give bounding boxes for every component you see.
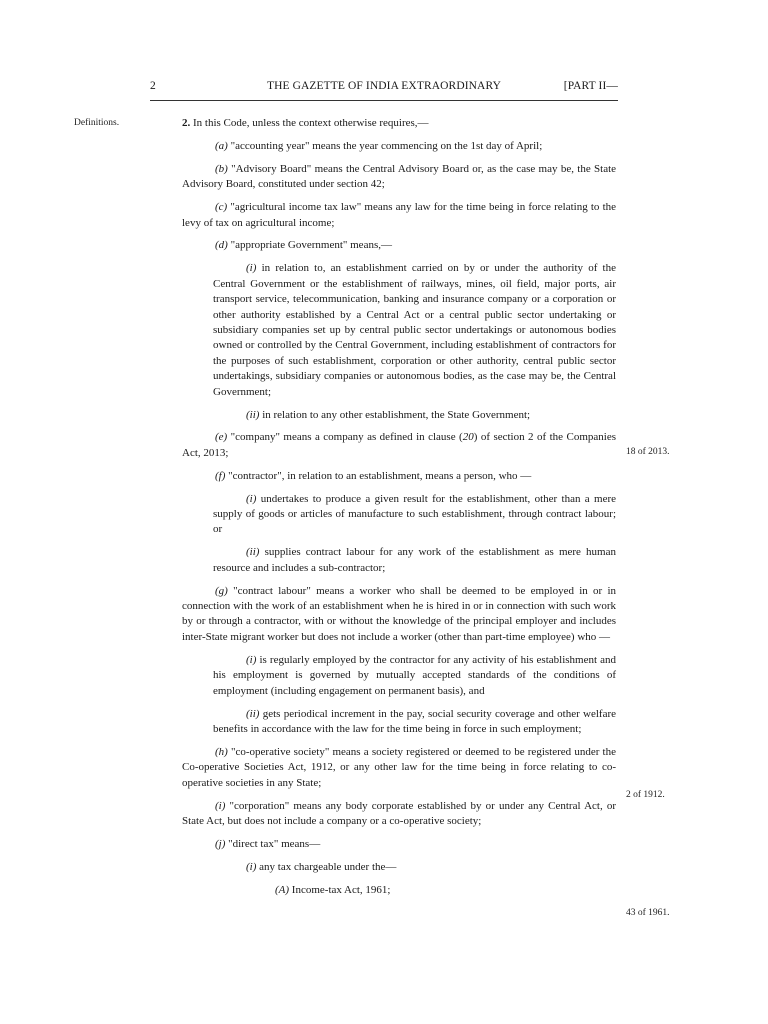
- clause-d-i-label: (i): [246, 262, 257, 275]
- section-body: [182, 116, 616, 906]
- clause-i-label: (i): [215, 799, 226, 812]
- clause-j: [182, 837, 616, 852]
- margin-note-income-tax-act: 43 of 1961.: [626, 908, 670, 918]
- clause-g-ii-label: (ii): [246, 707, 260, 720]
- clause-j-i-A-label: (A): [275, 883, 290, 896]
- clause-h: [182, 745, 616, 791]
- clause-i-text: "corporation" means any body corporate established by or under any Central Act, or State Act, but does not include a company or a co-operative society;: [182, 799, 617, 827]
- clause-j-i-A-text: Income-tax Act, 1961;: [291, 883, 391, 896]
- clause-d-ii-text: in relation to any other establishment, the State Government;: [262, 408, 531, 421]
- clause-d-i-text: in relation to, an establishment carried on by or under the authority of the Central Government or the establishment of railways, mines, oil field, major ports, air transport service, telecommunication, banking and insurance company or a corporation or other authority established by a Central Act or a central public sector undertaking or subsidiary companies set up by central public sector undertakings or autonomous bodies owned or controlled by the Central Government, including establishment of contractors for the purposes of such establishment, corporation or other authority, central public sector undertakings, subsidiary companies or autonomous bodies, as the case may be, the Central Government;: [213, 262, 616, 398]
- clause-d-ii: [213, 408, 616, 423]
- margin-note-companies-act: 18 of 2013.: [626, 447, 670, 457]
- clause-f-ii: [213, 545, 616, 576]
- clause-e-text-2: ) of section 2 of the Companies Act, 2013;: [182, 431, 616, 459]
- clause-i: [182, 799, 616, 830]
- page-number: 2: [150, 80, 156, 92]
- clause-d: [182, 238, 616, 253]
- clause-f-i: [213, 492, 616, 538]
- clause-e-label: (e): [215, 431, 228, 444]
- clause-j-i-label: (i): [246, 860, 257, 873]
- clause-f-ii-label: (ii): [246, 546, 260, 559]
- clause-j-label: (j): [215, 837, 226, 850]
- clause-f-label: (f): [215, 469, 226, 482]
- clause-f: [182, 469, 616, 484]
- part-label: [PART II—: [563, 80, 618, 92]
- clause-e-text-1: "company" means a company as defined in clause (: [230, 431, 463, 444]
- clause-d-ii-label: (ii): [246, 408, 260, 421]
- clause-c: [182, 200, 616, 231]
- clause-c-label: (c): [215, 201, 228, 214]
- clause-a-label: (a): [215, 139, 228, 152]
- clause-h-label: (h): [215, 745, 228, 758]
- section-number: 2.: [182, 117, 191, 129]
- clause-g-text: "contract labour" means a worker who shall be deemed to be employed in or in connection with the work of an establishment when he is hired in or in connection with such work by or through a contractor, with or without the knowledge of the principal employer and includes inter-State migrant worker but does not include a worker (other than part-time employee) who —: [182, 584, 616, 643]
- clause-g-i-text: is regularly employed by the contractor for any activity of his establishment and his employment is governed by mutually accepted standards of the conditions of employment (including engagement on permanent basis), and: [213, 653, 617, 697]
- clause-e: [182, 430, 616, 461]
- clause-j-text: "direct tax" means—: [228, 837, 321, 850]
- clause-j-i-text: any tax chargeable under the—: [259, 860, 397, 873]
- clause-c-text: "agricultural income tax law" means any law for the time being in force relating to the levy of tax on agricultural income;: [182, 201, 617, 229]
- clause-f-i-label: (i): [246, 492, 257, 505]
- clause-d-i: [213, 261, 616, 400]
- section-intro: [182, 116, 616, 131]
- margin-note-definitions: Definitions.: [74, 118, 120, 128]
- clause-g-ii: [213, 707, 616, 738]
- clause-h-text: "co-operative society" means a society registered or deemed to be registered under the Co-operative Societies Act, 1912, or any other law for the time being in force relating to co-operative societies in any State;: [182, 745, 616, 789]
- clause-g: [182, 584, 616, 646]
- clause-j-i-A: [182, 883, 616, 898]
- clause-d-label: (d): [215, 239, 228, 252]
- clause-a: [182, 139, 616, 154]
- clause-b: [182, 162, 616, 193]
- clause-g-ii-text: gets periodical increment in the pay, social security coverage and other welfare benefits in accordance with the law for the time being in force in such employment;: [213, 707, 617, 735]
- clause-f-text: "contractor", in relation to an establishment, means a person, who —: [228, 469, 532, 482]
- gazette-title: THE GAZETTE OF INDIA EXTRAORDINARY: [266, 80, 502, 92]
- clause-a-text: "accounting year" means the year commencing on the 1st day of April;: [230, 139, 543, 152]
- clause-f-i-text: undertakes to produce a given result for the establishment, other than a mere supply of goods or articles of manufacture to such establishment, through contract labour; or: [213, 492, 617, 536]
- section-intro-text: In this Code, unless the context otherwise requires,—: [193, 117, 429, 129]
- header-rule: [150, 100, 618, 101]
- clause-b-label: (b): [215, 162, 228, 175]
- clause-f-ii-text: supplies contract labour for any work of the establishment as mere human resource and includes a sub-contractor;: [213, 546, 616, 574]
- clause-g-label: (g): [215, 584, 228, 597]
- margin-note-cooperative-act: 2 of 1912.: [626, 790, 665, 800]
- clause-d-text: "appropriate Government" means,—: [230, 239, 392, 252]
- clause-j-i: [213, 860, 616, 875]
- clause-g-i: [213, 653, 616, 699]
- clause-e-clause-ref: 20: [462, 431, 474, 444]
- clause-g-i-label: (i): [246, 653, 257, 666]
- clause-b-text: "Advisory Board" means the Central Advisory Board or, as the case may be, the State Advisory Board, constituted under section 42;: [182, 162, 617, 191]
